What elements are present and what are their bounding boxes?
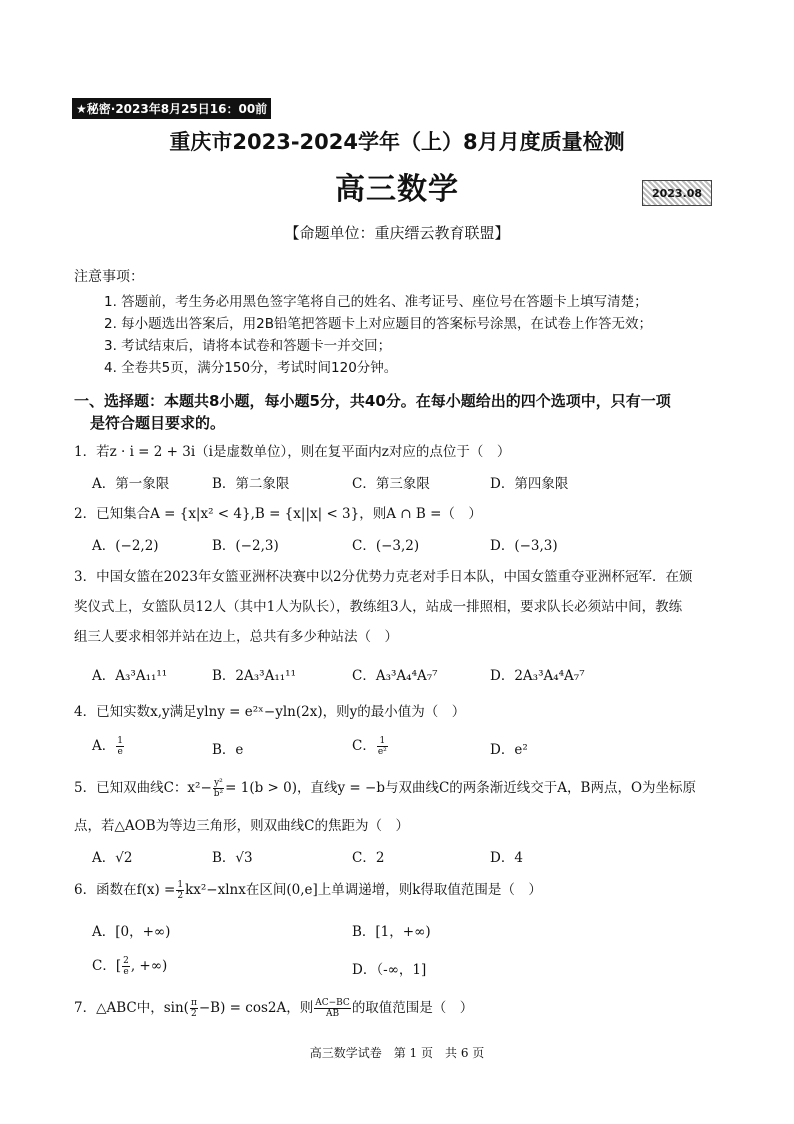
question-3-stem	[74, 562, 734, 652]
q1-option-d: D．第四象限	[490, 476, 569, 492]
q6-option-c	[92, 954, 167, 977]
q3-option-b: B．2A₃³A₁₁¹¹	[212, 668, 296, 684]
subject-title: 高三数学	[335, 172, 459, 207]
q6-option-c-tail: , +∞)	[130, 958, 168, 974]
question-6-stem	[74, 878, 542, 901]
q6-option-d: D．（-∞，1]	[352, 962, 427, 978]
q7-f1-num: π	[190, 998, 197, 1008]
q6-option-a: A．[0，+∞)	[92, 924, 171, 940]
q6-c-den: e	[123, 967, 129, 977]
q6-text-a: 6．函数在f(x) =	[74, 882, 176, 898]
q7-fraction-2	[314, 998, 351, 1019]
q5-den: b²	[213, 789, 224, 799]
exam-title: 重庆市2023-2024学年（上）8月月度质量检测	[169, 130, 625, 154]
q5-text-b: = 1(b > 0)，直线y = −b与双曲线C的两条渐近线交于A，B两点，O为坐标原	[225, 780, 697, 796]
q6-option-b: B．[1，+∞)	[352, 924, 431, 940]
question-7-stem	[74, 996, 473, 1019]
q7-text-b: −B) = cos2A，则	[198, 1000, 314, 1016]
q3-line-3: 组三人要求相邻并站在边上，总共有多少种站法（ ）	[74, 629, 398, 645]
q3-option-d: D．2A₃³A₄⁴A₇⁷	[490, 668, 585, 684]
issuing-unit: 【命题单位：重庆缙云教育联盟】	[284, 224, 510, 242]
q6-fraction	[176, 880, 184, 901]
q7-f1-den: 2	[191, 1009, 197, 1019]
section-line-2: 是符合题目要求的。	[90, 414, 226, 432]
q5-fraction	[213, 778, 224, 799]
q3-option-a: A．A₃³A₁₁¹¹	[92, 668, 168, 684]
question-5-line-2: 点，若△AOB为等边三角形，则双曲线C的焦距为（ ）	[74, 818, 409, 834]
q7-text-c: 的取值范围是（ ）	[351, 1000, 474, 1016]
q4-option-a	[92, 734, 125, 757]
q3-line-2: 奖仪式上，女篮队员12人（其中1人为队长），教练组3人，站成一排照相，要求队长必须站中间，教练	[74, 599, 683, 615]
section-heading	[74, 390, 734, 434]
q2-option-d: D．(−3,3)	[490, 538, 558, 554]
question-2-stem: 2．已知集合A = {x|x² < 4},B = {x||x| < 3}，则A ∩ B =（ ）	[74, 506, 482, 522]
q1-option-c: C．第三象限	[352, 476, 430, 492]
q5-option-b: B．√3	[212, 850, 253, 866]
q1-option-a: A．第一象限	[92, 476, 170, 492]
q6-den: 2	[177, 891, 184, 901]
q4-option-a-label: A．	[92, 738, 116, 754]
q5-num: y²	[214, 778, 223, 788]
q2-option-a: A．(−2,2)	[92, 538, 159, 554]
q2-option-b: B．(−2,3)	[212, 538, 279, 554]
q5-option-d: D．4	[490, 850, 523, 866]
page-footer: 高三数学试卷 第 1 页 共 6 页	[309, 1046, 485, 1060]
q4-option-d: D．e²	[490, 742, 528, 758]
question-1-stem: 1．若z · i = 2 + 3i（i是虚数单位），则在复平面内z对应的点位于（ ）	[74, 444, 511, 460]
notes-title: 注意事项：	[74, 269, 144, 285]
q4-option-c-label: C．	[352, 738, 376, 754]
q3-option-c: C．A₃³A₄⁴A₇⁷	[352, 668, 438, 684]
q7-f2-num: AC−BC	[315, 998, 350, 1008]
note-item: 4. 全卷共5页，满分150分，考试时间120分钟。	[104, 360, 398, 376]
q4-option-c	[352, 734, 389, 757]
date-stamp: 2023.08	[642, 180, 712, 206]
q5-option-a: A．√2	[92, 850, 133, 866]
note-item: 3. 考试结束后，请将本试卷和答题卡一并交回；	[104, 338, 392, 354]
q7-f2-den: AB	[325, 1009, 340, 1019]
confidential-label: ★秘密·2023年8月25日16：00前	[72, 98, 271, 119]
q6-num: 1	[177, 880, 184, 890]
section-line-1: 一、选择题：本题共8小题，每小题5分，共40分。在每小题给出的四个选项中，只有一项	[74, 392, 671, 410]
q4-option-a-fraction	[116, 736, 124, 757]
q4-c-den: e²	[377, 747, 387, 757]
question-4-stem: 4．已知实数x,y满足ylny = e²ˣ−yln(2x)，则y的最小值为（ ）	[74, 704, 466, 720]
q6-option-c-fraction	[122, 956, 130, 977]
q4-option-b: B．e	[212, 742, 244, 758]
q1-option-b: B．第二象限	[212, 476, 290, 492]
q5-text-a: 5．已知双曲线C：x²−	[74, 780, 212, 796]
q4-a-den: e	[117, 747, 123, 757]
q5-option-c: C．2	[352, 850, 385, 866]
q7-text-a: 7．△ABC中，sin(	[74, 1000, 189, 1016]
q7-fraction-1	[190, 998, 198, 1019]
q4-a-num: 1	[117, 736, 123, 746]
q4-option-c-fraction	[377, 736, 388, 757]
q2-option-c: C．(−3,2)	[352, 538, 420, 554]
q6-c-num: 2	[123, 956, 129, 966]
note-item: 1. 答题前，考生务必用黑色签字笔将自己的姓名、准考证号、座位号在答题卡上填写清楚；	[104, 294, 648, 310]
q6-text-b: kx²−xlnx在区间(0,e]上单调递增，则k得取值范围是（ ）	[185, 882, 542, 898]
q3-line-1: 3．中国女篮在2023年女篮亚洲杯决赛中以2分优势力克老对手日本队，中国女篮重夺亚洲杯冠军．在颁	[74, 569, 693, 585]
question-5-line-1	[74, 776, 696, 799]
note-item: 2. 每小题选出答案后，用2B铅笔把答题卡上对应题目的答案标号涂黑，在试卷上作答无效；	[104, 316, 653, 332]
q4-c-num: 1	[377, 736, 388, 747]
q6-option-c-label: C．[	[92, 958, 122, 974]
